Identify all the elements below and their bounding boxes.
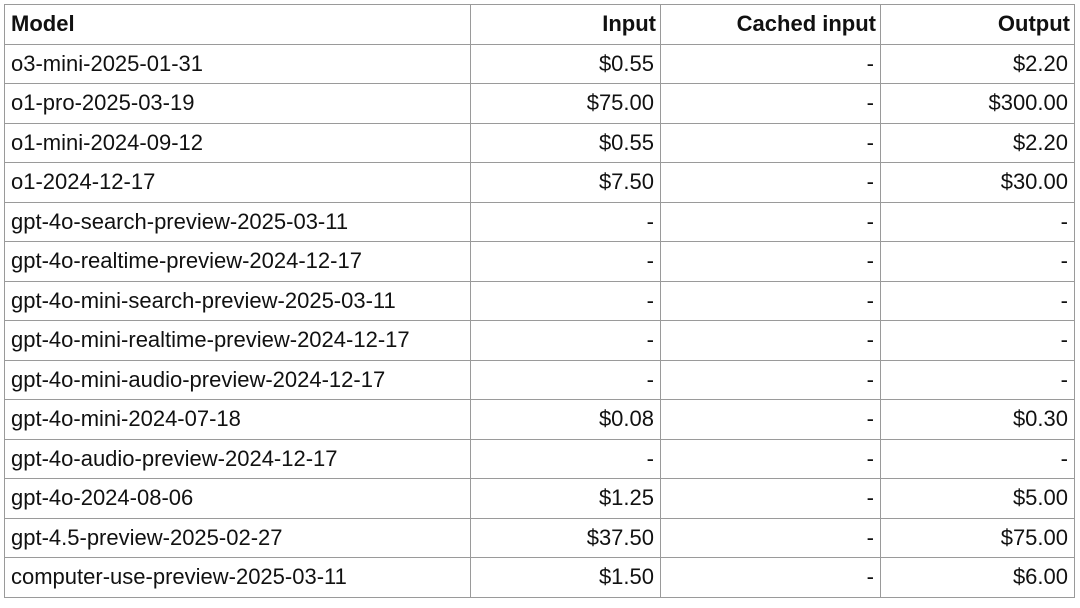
cell-cached-input: - — [661, 281, 881, 321]
cell-model: o1-pro-2025-03-19 — [5, 84, 471, 124]
cell-model: o1-mini-2024-09-12 — [5, 123, 471, 163]
table-row — [5, 123, 1075, 163]
cell-input: $1.50 — [471, 558, 661, 598]
table-row — [5, 281, 1075, 321]
cell-input: - — [471, 281, 661, 321]
pricing-table-container — [4, 4, 1078, 598]
table-row — [5, 242, 1075, 282]
cell-model: gpt-4.5-preview-2025-02-27 — [5, 518, 471, 558]
table-header-row — [5, 5, 1075, 45]
cell-cached-input: - — [661, 360, 881, 400]
cell-cached-input: - — [661, 163, 881, 203]
cell-output: - — [881, 439, 1075, 479]
cell-output: $0.30 — [881, 400, 1075, 440]
cell-output: $300.00 — [881, 84, 1075, 124]
cell-model: gpt-4o-search-preview-2025-03-11 — [5, 202, 471, 242]
cell-input: $0.08 — [471, 400, 661, 440]
cell-output: $2.20 — [881, 44, 1075, 84]
cell-output: $6.00 — [881, 558, 1075, 598]
cell-output: $30.00 — [881, 163, 1075, 203]
cell-output: - — [881, 360, 1075, 400]
cell-model: gpt-4o-2024-08-06 — [5, 479, 471, 519]
cell-cached-input: - — [661, 202, 881, 242]
cell-model: o3-mini-2025-01-31 — [5, 44, 471, 84]
table-row — [5, 360, 1075, 400]
cell-model: gpt-4o-audio-preview-2024-12-17 — [5, 439, 471, 479]
table-row — [5, 558, 1075, 598]
cell-model: gpt-4o-mini-2024-07-18 — [5, 400, 471, 440]
cell-model: gpt-4o-realtime-preview-2024-12-17 — [5, 242, 471, 282]
cell-output: $75.00 — [881, 518, 1075, 558]
cell-input: $0.55 — [471, 44, 661, 84]
header-model: Model — [5, 5, 471, 45]
cell-cached-input: - — [661, 123, 881, 163]
cell-cached-input: - — [661, 439, 881, 479]
cell-output: - — [881, 281, 1075, 321]
cell-model: gpt-4o-mini-realtime-preview-2024-12-17 — [5, 321, 471, 361]
cell-cached-input: - — [661, 242, 881, 282]
cell-input: $37.50 — [471, 518, 661, 558]
cell-model: gpt-4o-mini-audio-preview-2024-12-17 — [5, 360, 471, 400]
cell-input: - — [471, 360, 661, 400]
cell-cached-input: - — [661, 321, 881, 361]
cell-cached-input: - — [661, 518, 881, 558]
cell-cached-input: - — [661, 479, 881, 519]
cell-input: - — [471, 202, 661, 242]
cell-model: computer-use-preview-2025-03-11 — [5, 558, 471, 598]
cell-input: $1.25 — [471, 479, 661, 519]
table-row — [5, 84, 1075, 124]
cell-input: $7.50 — [471, 163, 661, 203]
cell-input: - — [471, 439, 661, 479]
cell-cached-input: - — [661, 44, 881, 84]
header-input: Input — [471, 5, 661, 45]
cell-input: $0.55 — [471, 123, 661, 163]
table-row — [5, 439, 1075, 479]
table-row — [5, 202, 1075, 242]
cell-output: - — [881, 321, 1075, 361]
cell-output: - — [881, 242, 1075, 282]
cell-model: o1-2024-12-17 — [5, 163, 471, 203]
header-cached-input: Cached input — [661, 5, 881, 45]
cell-input: $75.00 — [471, 84, 661, 124]
table-row — [5, 479, 1075, 519]
cell-output: $5.00 — [881, 479, 1075, 519]
header-output: Output — [881, 5, 1075, 45]
cell-output: - — [881, 202, 1075, 242]
table-row — [5, 44, 1075, 84]
table-row — [5, 321, 1075, 361]
cell-cached-input: - — [661, 558, 881, 598]
cell-input: - — [471, 321, 661, 361]
table-row — [5, 518, 1075, 558]
table-row — [5, 163, 1075, 203]
cell-cached-input: - — [661, 84, 881, 124]
cell-cached-input: - — [661, 400, 881, 440]
table-row — [5, 400, 1075, 440]
cell-model: gpt-4o-mini-search-preview-2025-03-11 — [5, 281, 471, 321]
pricing-table — [4, 4, 1075, 598]
cell-output: $2.20 — [881, 123, 1075, 163]
table-body — [5, 44, 1075, 597]
cell-input: - — [471, 242, 661, 282]
